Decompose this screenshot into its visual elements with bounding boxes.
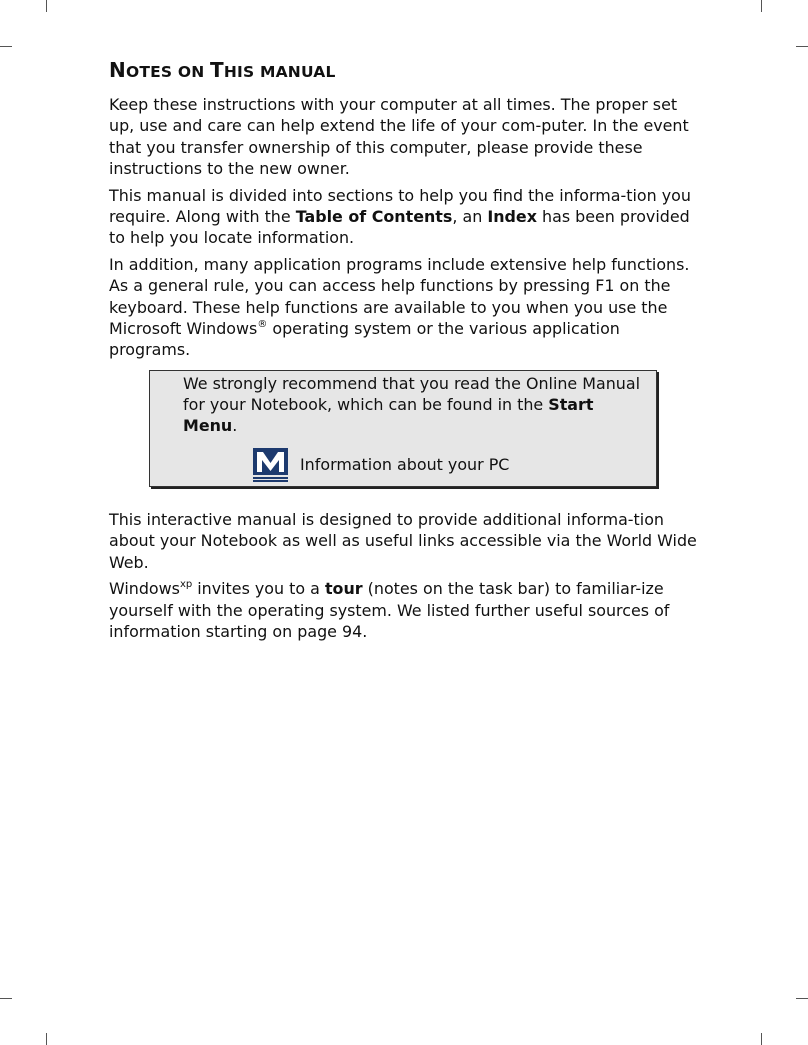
title-cap: T — [210, 58, 224, 82]
crop-mark — [0, 998, 12, 999]
title-cap: N — [109, 58, 126, 82]
page-content — [109, 56, 705, 647]
paragraph-windows-tour: Windows$^{xp}$ invites you to a tour (notes on the task bar) to familiar-ize yourself with the operating system. We listed further useful sources of information starting on page 94. — [109, 579, 670, 641]
paragraph-help-functions: In addition, many application programs include extensive help functions. As a general rule, you can access help functions by pressing F1 on the keyboard. These help functions are available to you when you use the Microsoft Windows® operating system or the various application programs. — [109, 254, 690, 360]
start-menu-reference: Start Menu — [183, 394, 594, 435]
crop-mark — [46, 0, 47, 12]
paragraph-interactive-manual: This interactive manual is designed to provide additional informa-tion about your Notebook as well as useful links accessible via the World Wide Web. — [109, 509, 697, 572]
note-text: We strongly recommend that you read the Online Manual for your Notebook, which can be found in the Start Menu. — [183, 373, 641, 435]
crop-mark — [796, 998, 808, 999]
index-reference: Index — [487, 207, 537, 227]
info-pc-shortcut[interactable] — [253, 448, 509, 482]
online-manual-note — [149, 370, 657, 487]
crop-mark — [796, 46, 808, 47]
title-text: OTES ON — [125, 63, 205, 81]
title-text: HIS MANUAL — [223, 63, 336, 81]
paragraph-manual-sections: This manual is divided into sections to help you find the informa-tion you require. Along with the Table of Contents, an Index has been provided to help you locate information. — [109, 185, 691, 248]
crop-mark — [0, 46, 12, 47]
crop-mark — [761, 0, 762, 12]
m-logo-icon — [253, 448, 288, 482]
page-title — [109, 56, 705, 86]
paragraph-keep-instructions: Keep these instructions with your computer at all times. The proper set up, use and care can help extend the life of your com-puter. In the event that you transfer ownership of this computer, please provide these instructions to the new owner. — [109, 95, 689, 179]
crop-mark — [761, 1033, 762, 1045]
crop-mark — [46, 1033, 47, 1045]
info-pc-label: Information about your PC — [300, 455, 510, 475]
registered-mark: ® — [257, 319, 268, 331]
toc-reference: Table of Contents — [295, 207, 453, 227]
xp-superscript: xp — [179, 579, 193, 591]
tour-reference: tour — [324, 579, 363, 599]
